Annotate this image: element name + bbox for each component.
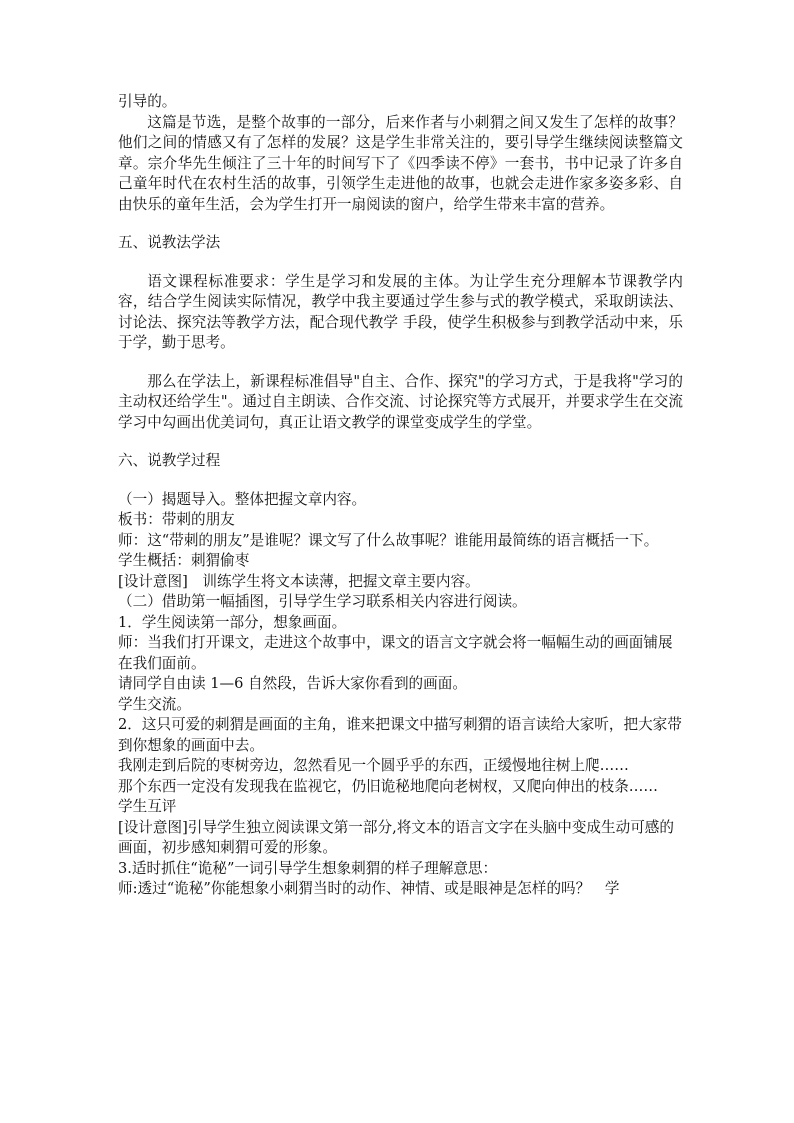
process-line: 学生交流。 xyxy=(118,695,191,713)
process-line: [设计意图]引导学生独立阅读课文第一部分,将文本的语言文字在头脑中变成生动可感的画面，初步感知刺猬可爱的形象。 xyxy=(118,818,674,856)
process-line: 师:透过“诡秘”你能想象小刺猬当时的动作、神情、或是眼神是怎样的吗？ 学 xyxy=(118,880,620,897)
process-line: 我刚走到后院的枣树旁边，忽然看见一个圆乎乎的东西，正缓慢地往树上爬…… xyxy=(118,757,629,774)
process-line: 那个东西一定没有发现我在监视它，仍旧诡秘地爬向老树杈，又爬向伸出的枝条…… xyxy=(118,777,658,795)
process-line: 2．这只可爱的刺猬是画面的主角，谁来把课文中描写刺猬的语言读给大家听，把大家带到你想象的画面中去。 xyxy=(118,716,682,754)
process-line: 板书：带刺的朋友 xyxy=(118,511,235,528)
process-line: 1．学生阅读第一部分，想象画面。 xyxy=(118,613,347,631)
process-line: 学生概括：刺猬偷枣 xyxy=(118,552,250,569)
process-line: （一）揭题导入。整体把握文章内容。 xyxy=(118,490,367,508)
process-line: （二）借助第一幅插图，引导学生学习联系相关内容进行阅读。 xyxy=(118,593,527,610)
process-line: 学生互评 xyxy=(118,798,177,815)
intro-paragraph: 这篇是节选，是整个故事的一部分，后来作者与小刺猬之间又发生了怎样的故事？他们之间的情感又有了怎样的发展？这是学生非常关注的，要引导学生继续阅读整篇文章。宗介华先生倾注了三十年的时间写下了《四季读不停》一套书，书中记录了许多自己童年时代在农村生活的故事，引领学生走进他的故事，也就会走进作家多姿多彩、自由快乐的童年生活，会为学生打开一扇阅读的窗户，给学生带来丰富的营养。 xyxy=(118,113,683,213)
process-line: 3.适时抓住“诡秘”一词引导学生想象刺猬的样子理解意思： xyxy=(118,859,498,877)
process-line: 请同学自由读 1—6 自然段，告诉大家你看到的画面。 xyxy=(118,675,467,692)
continuation-text: 引导的。 xyxy=(118,93,177,110)
section5-paragraph-2: 那么在学法上，新课程标准倡导"自主、合作、探究"的学习方式，于是我将"学习的主动权还给学生"。通过自主朗读、合作交流、讨论探究等方式展开，并要求学生在交流学习中勾画出优美词句，真正让语文教学的课堂变成学生的学堂。 xyxy=(118,372,683,431)
section-heading-5: 五、说教法学法 xyxy=(118,234,221,251)
section5-paragraph-1: 语文课程标准要求：学生是学习和发展的主体。为让学生充分理解本节课教学内容，结合学生阅读实际情况，教学中我主要通过学生参与式的教学模式，采取朗读法、讨论法、探究法等教学方法，配合现代教学 手段，使学生积极参与到教学活动中来，乐于学，勤于思考。 xyxy=(118,272,683,351)
process-line: 师：这“带刺的朋友”是谁呢？课文写了什么故事呢？谁能用最简练的语言概括一下。 xyxy=(118,531,659,549)
document-page xyxy=(118,92,683,900)
section-heading-6: 六、说教学过程 xyxy=(118,452,221,469)
process-line: [设计意图] 训练学生将文本读薄，把握文章主要内容。 xyxy=(118,572,480,590)
process-line: 师：当我们打开课文，走进这个故事中，课文的语言文字就会将一幅幅生动的画面铺展在我们面前。 xyxy=(118,634,673,672)
